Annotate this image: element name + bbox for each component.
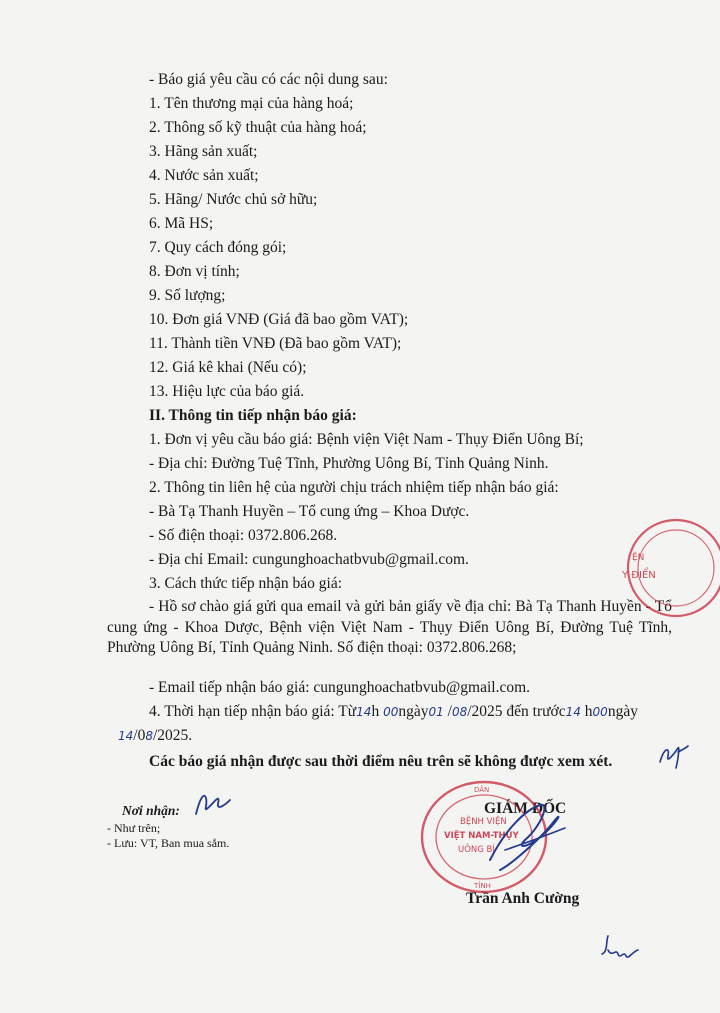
svg-text:DÂN: DÂN <box>474 786 490 794</box>
handwritten-minute: 00 <box>592 705 608 719</box>
submission-paragraph: - Hồ sơ chào giá gửi qua email và gửi bản giấy về địa chỉ: Bà Tạ Thanh Huyền - Tổ cung ứng - Khoa Dược, Bệnh viện Việt Nam - Thụy Điển Uông Bí, Đường Tuệ Tĩnh, Phường Uông Bí, Tỉnh Quảng Ninh. Số điện thoại: 0372.806.268; <box>107 598 672 656</box>
info-line: 2. Thông tin liên hệ của người chịu trách nhiệm tiếp nhận báo giá: <box>149 479 559 496</box>
req-item: 8. Đơn vị tính; <box>149 263 240 280</box>
svg-text:TỈNH: TỈNH <box>474 882 491 890</box>
seal-text: VIỆT NAM-THỤY <box>444 831 519 841</box>
info-line: - Bà Tạ Thanh Huyền – Tổ cung ứng – Khoa Dược. <box>149 503 470 520</box>
svg-text:Y ĐIỂN: Y ĐIỂN <box>622 570 656 581</box>
req-item: 12. Giá kê khai (Nếu có); <box>149 359 307 376</box>
email-line: - Email tiếp nhận báo giá: cungunghoachatbvub@gmail.com. <box>149 679 531 696</box>
req-item: 11. Thành tiền VNĐ (Đã bao gồm VAT); <box>149 335 402 352</box>
recipients-label: Nơi nhận: <box>122 803 180 818</box>
req-item: 6. Mã HS; <box>149 215 214 232</box>
handwritten-month: 8 <box>145 729 153 743</box>
seal-text: UÔNG BÍ <box>458 845 495 855</box>
initials-mark <box>656 742 690 772</box>
handwritten-day: 14 <box>118 729 134 743</box>
info-line: - Số điện thoại: 0372.806.268. <box>149 527 338 544</box>
info-line: 1. Đơn vị yêu cầu báo giá: Bệnh viện Việt Nam - Thụy Điển Uông Bí; <box>149 431 584 448</box>
handwritten-hour: 14 <box>565 705 581 719</box>
closing-note: Các báo giá nhận được sau thời điểm nêu trên sẽ không được xem xét. <box>149 753 613 770</box>
req-item: 2. Thông số kỹ thuật của hàng hoá; <box>149 119 367 136</box>
partial-seal-stamp <box>614 516 720 620</box>
handwritten-month: 08 <box>451 705 468 719</box>
handwritten-hour: 14 <box>356 705 372 719</box>
info-line: - Địa chỉ Email: cungunghoachatbvub@gmail.com. <box>149 551 469 568</box>
handwritten-minute: 00 <box>383 705 399 719</box>
req-item: 1. Tên thương mại của hàng hoá; <box>149 95 354 112</box>
recipient-item: - Lưu: VT, Ban mua sắm. <box>107 836 230 850</box>
signer-title: GIÁM ĐỐC <box>484 800 567 817</box>
recipient-item: - Như trên; <box>107 821 161 835</box>
deadline-line: 4. Thời hạn tiếp nhận báo giá: Từ14h 00ngày01 /08/2025 đến trước14 h00ngày <box>149 703 638 720</box>
handwritten-day: 01 <box>428 705 444 719</box>
req-item: 10. Đơn giá VNĐ (Giá đã bao gồm VAT); <box>149 311 409 328</box>
deadline-line-cont: 14/08/2025. <box>118 727 193 744</box>
req-item: 3. Hãng sản xuất; <box>149 143 258 160</box>
requirements-intro: - Báo giá yêu cầu có các nội dung sau: <box>149 71 388 88</box>
director-signature <box>470 790 580 880</box>
info-line: - Địa chỉ: Đường Tuệ Tĩnh, Phường Uông Bí, Tỉnh Quảng Ninh. <box>149 455 549 472</box>
signer-name: Trần Anh Cường <box>466 890 580 907</box>
seal-text: BỆNH VIỆN <box>460 817 507 827</box>
req-item: 7. Quy cách đóng gói; <box>149 239 287 256</box>
bottom-initials-mark <box>598 930 642 966</box>
initials-signature <box>190 788 234 820</box>
section-heading: II. Thông tin tiếp nhận báo giá: <box>149 407 357 424</box>
svg-text:ỆN: ỆN <box>632 553 645 563</box>
info-line: 3. Cách thức tiếp nhận báo giá: <box>149 575 343 592</box>
req-item: 13. Hiệu lực của báo giá. <box>149 383 305 400</box>
req-item: 5. Hãng/ Nước chủ sở hữu; <box>149 191 318 208</box>
req-item: 9. Số lượng; <box>149 287 226 304</box>
req-item: 4. Nước sản xuất; <box>149 167 259 184</box>
